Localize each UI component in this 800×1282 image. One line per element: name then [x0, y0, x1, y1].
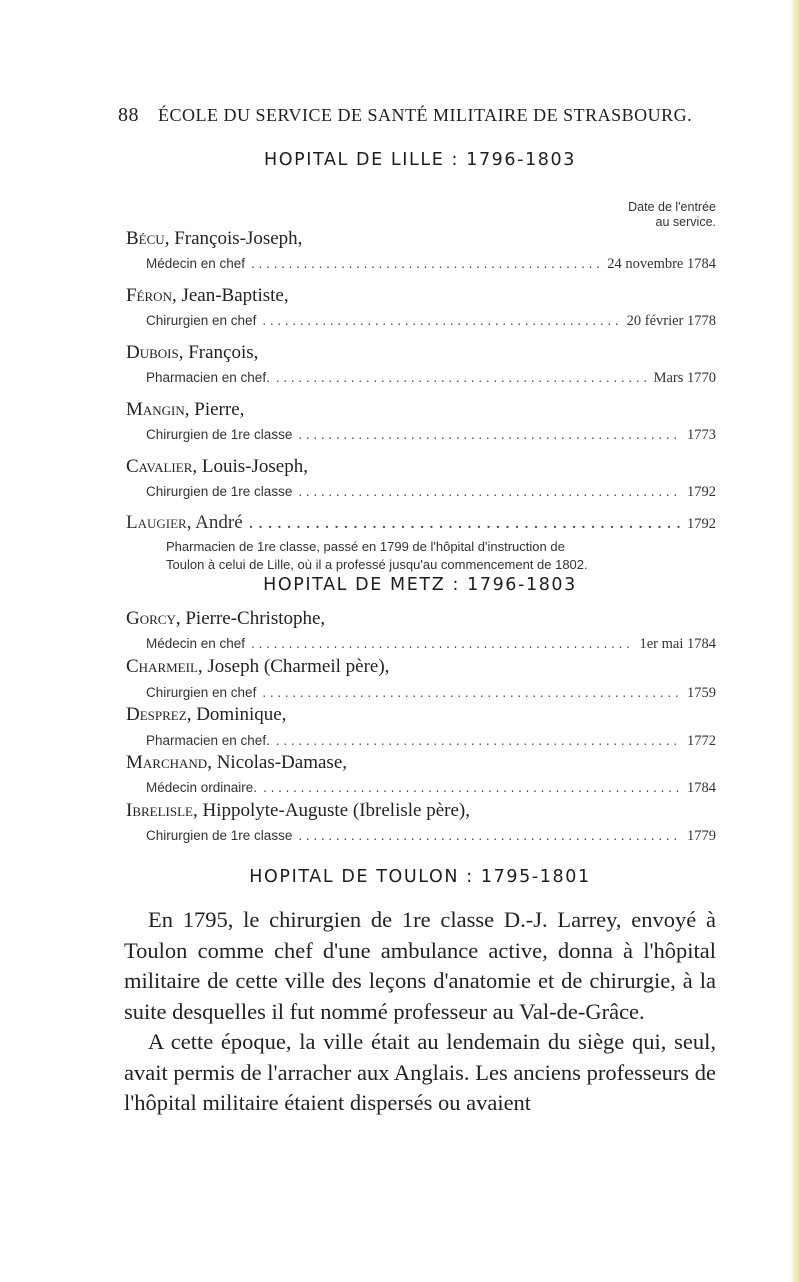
page-number: 88: [118, 104, 139, 126]
entry-note: Pharmacien de 1re classe, passé en 1799 de l'hôpital d'instruction de Toulon à celui de Lille, où il a professé jusqu'au commencement de 1802.: [166, 539, 588, 572]
section-title-toulon: HOPITAL DE TOULON : 1795-1801: [249, 867, 591, 887]
entry-date: 1792: [687, 516, 716, 532]
entry-name: Cavalier, Louis-Joseph,: [126, 456, 308, 477]
entry-role-row: [146, 780, 716, 798]
leader-dots: [251, 636, 633, 651]
entry-name: Bécu, François-Joseph,: [126, 228, 303, 249]
entry-role-row: [146, 370, 716, 388]
entry-role-row: [146, 256, 716, 274]
entry-date: 1er mai 1784: [639, 636, 716, 652]
running-title: ÉCOLE DU SERVICE DE SANTÉ MILITAIRE DE STRASBOURG.: [158, 105, 693, 125]
leader-dots: [276, 370, 648, 385]
entry-role: Médecin en chef: [146, 636, 246, 651]
body-text: [124, 905, 716, 1119]
entry-role: Pharmacien en chef.: [146, 370, 270, 385]
entry-role-row: [146, 636, 716, 654]
leader-dots: [249, 512, 681, 534]
leader-dots: [276, 733, 681, 748]
entry-role-row: [146, 427, 716, 445]
page-edge: [790, 0, 800, 1282]
leader-dots: [263, 780, 681, 795]
entry-name: Laugier, André: [126, 512, 243, 533]
section-title-lille: HOPITAL DE LILLE : 1796-1803: [263, 150, 577, 170]
entry-role-row: [146, 733, 716, 751]
paragraph: En 1795, le chirurgien de 1re classe D.-J. Larrey, envoyé à Toulon comme chef d'une ambulance active, donna à l'hôpital militaire de cette ville des leçons d'anatomie et de chirurgie, à la suite desquelles il fut nommé professeur au Val-de-Grâce.: [124, 907, 716, 1024]
entry-role: Chirurgien en chef: [146, 313, 257, 328]
entry-role: Chirurgien de 1re classe: [146, 484, 293, 499]
entry-name: Marchand, Nicolas-Damase,: [126, 752, 347, 773]
entry-role-row: [146, 685, 716, 703]
entry-date: 1779: [687, 828, 716, 844]
entry-name: Mangin, Pierre,: [126, 399, 245, 420]
leader-dots: [251, 256, 601, 271]
entry-role-row: [146, 313, 716, 331]
entry-date: Mars 1770: [653, 370, 716, 386]
entry-role: Chirurgien en chef: [146, 685, 257, 700]
entry-date: 1772: [687, 733, 716, 749]
leader-dots: [298, 484, 681, 499]
entry-date: 1784: [687, 780, 716, 796]
entry-date: 1773: [687, 427, 716, 443]
date-column-heading: [590, 200, 716, 230]
leader-dots: [298, 427, 681, 442]
entry-date: 24 novembre 1784: [607, 256, 716, 272]
section-title-metz: HOPITAL DE METZ : 1796-1803: [263, 575, 577, 595]
entry-name: Ibrelisle, Hippolyte-Auguste (Ibrelisle père),: [126, 800, 470, 821]
entry-name: Charmeil, Joseph (Charmeil père),: [126, 656, 390, 677]
running-header: [118, 104, 718, 127]
paragraph: A cette époque, la ville était au lendemain du siège qui, seul, avait permis de l'arracher aux Anglais. Les anciens professeurs de l'hôpital militaire étaient dispersés ou avaient: [124, 1029, 716, 1115]
entry-date: 1759: [687, 685, 716, 701]
entry-date: 20 février 1778: [626, 313, 716, 329]
date-heading-line1: Date de l'entrée: [628, 200, 716, 214]
entry-name: Féron, Jean-Baptiste,: [126, 285, 289, 306]
leader-dots: [262, 313, 620, 328]
entry-role: Médecin ordinaire.: [146, 780, 258, 795]
entry-name: Dubois, François,: [126, 342, 259, 363]
entry-role: Médecin en chef: [146, 256, 246, 271]
entry-name: Gorcy, Pierre-Christophe,: [126, 608, 326, 629]
leader-dots: [298, 828, 681, 843]
entry-role: Chirurgien de 1re classe: [146, 427, 293, 442]
entry-role-row: [146, 828, 716, 846]
entry-role-row: [146, 484, 716, 502]
entry-role: Chirurgien de 1re classe: [146, 828, 293, 843]
entry-name-row: [126, 512, 716, 536]
date-heading-line2: au service.: [655, 215, 716, 229]
entry-date: 1792: [687, 484, 716, 500]
leader-dots: [262, 685, 681, 700]
entry-role: Pharmacien en chef.: [146, 733, 270, 748]
entry-name: Desprez, Dominique,: [126, 704, 287, 725]
